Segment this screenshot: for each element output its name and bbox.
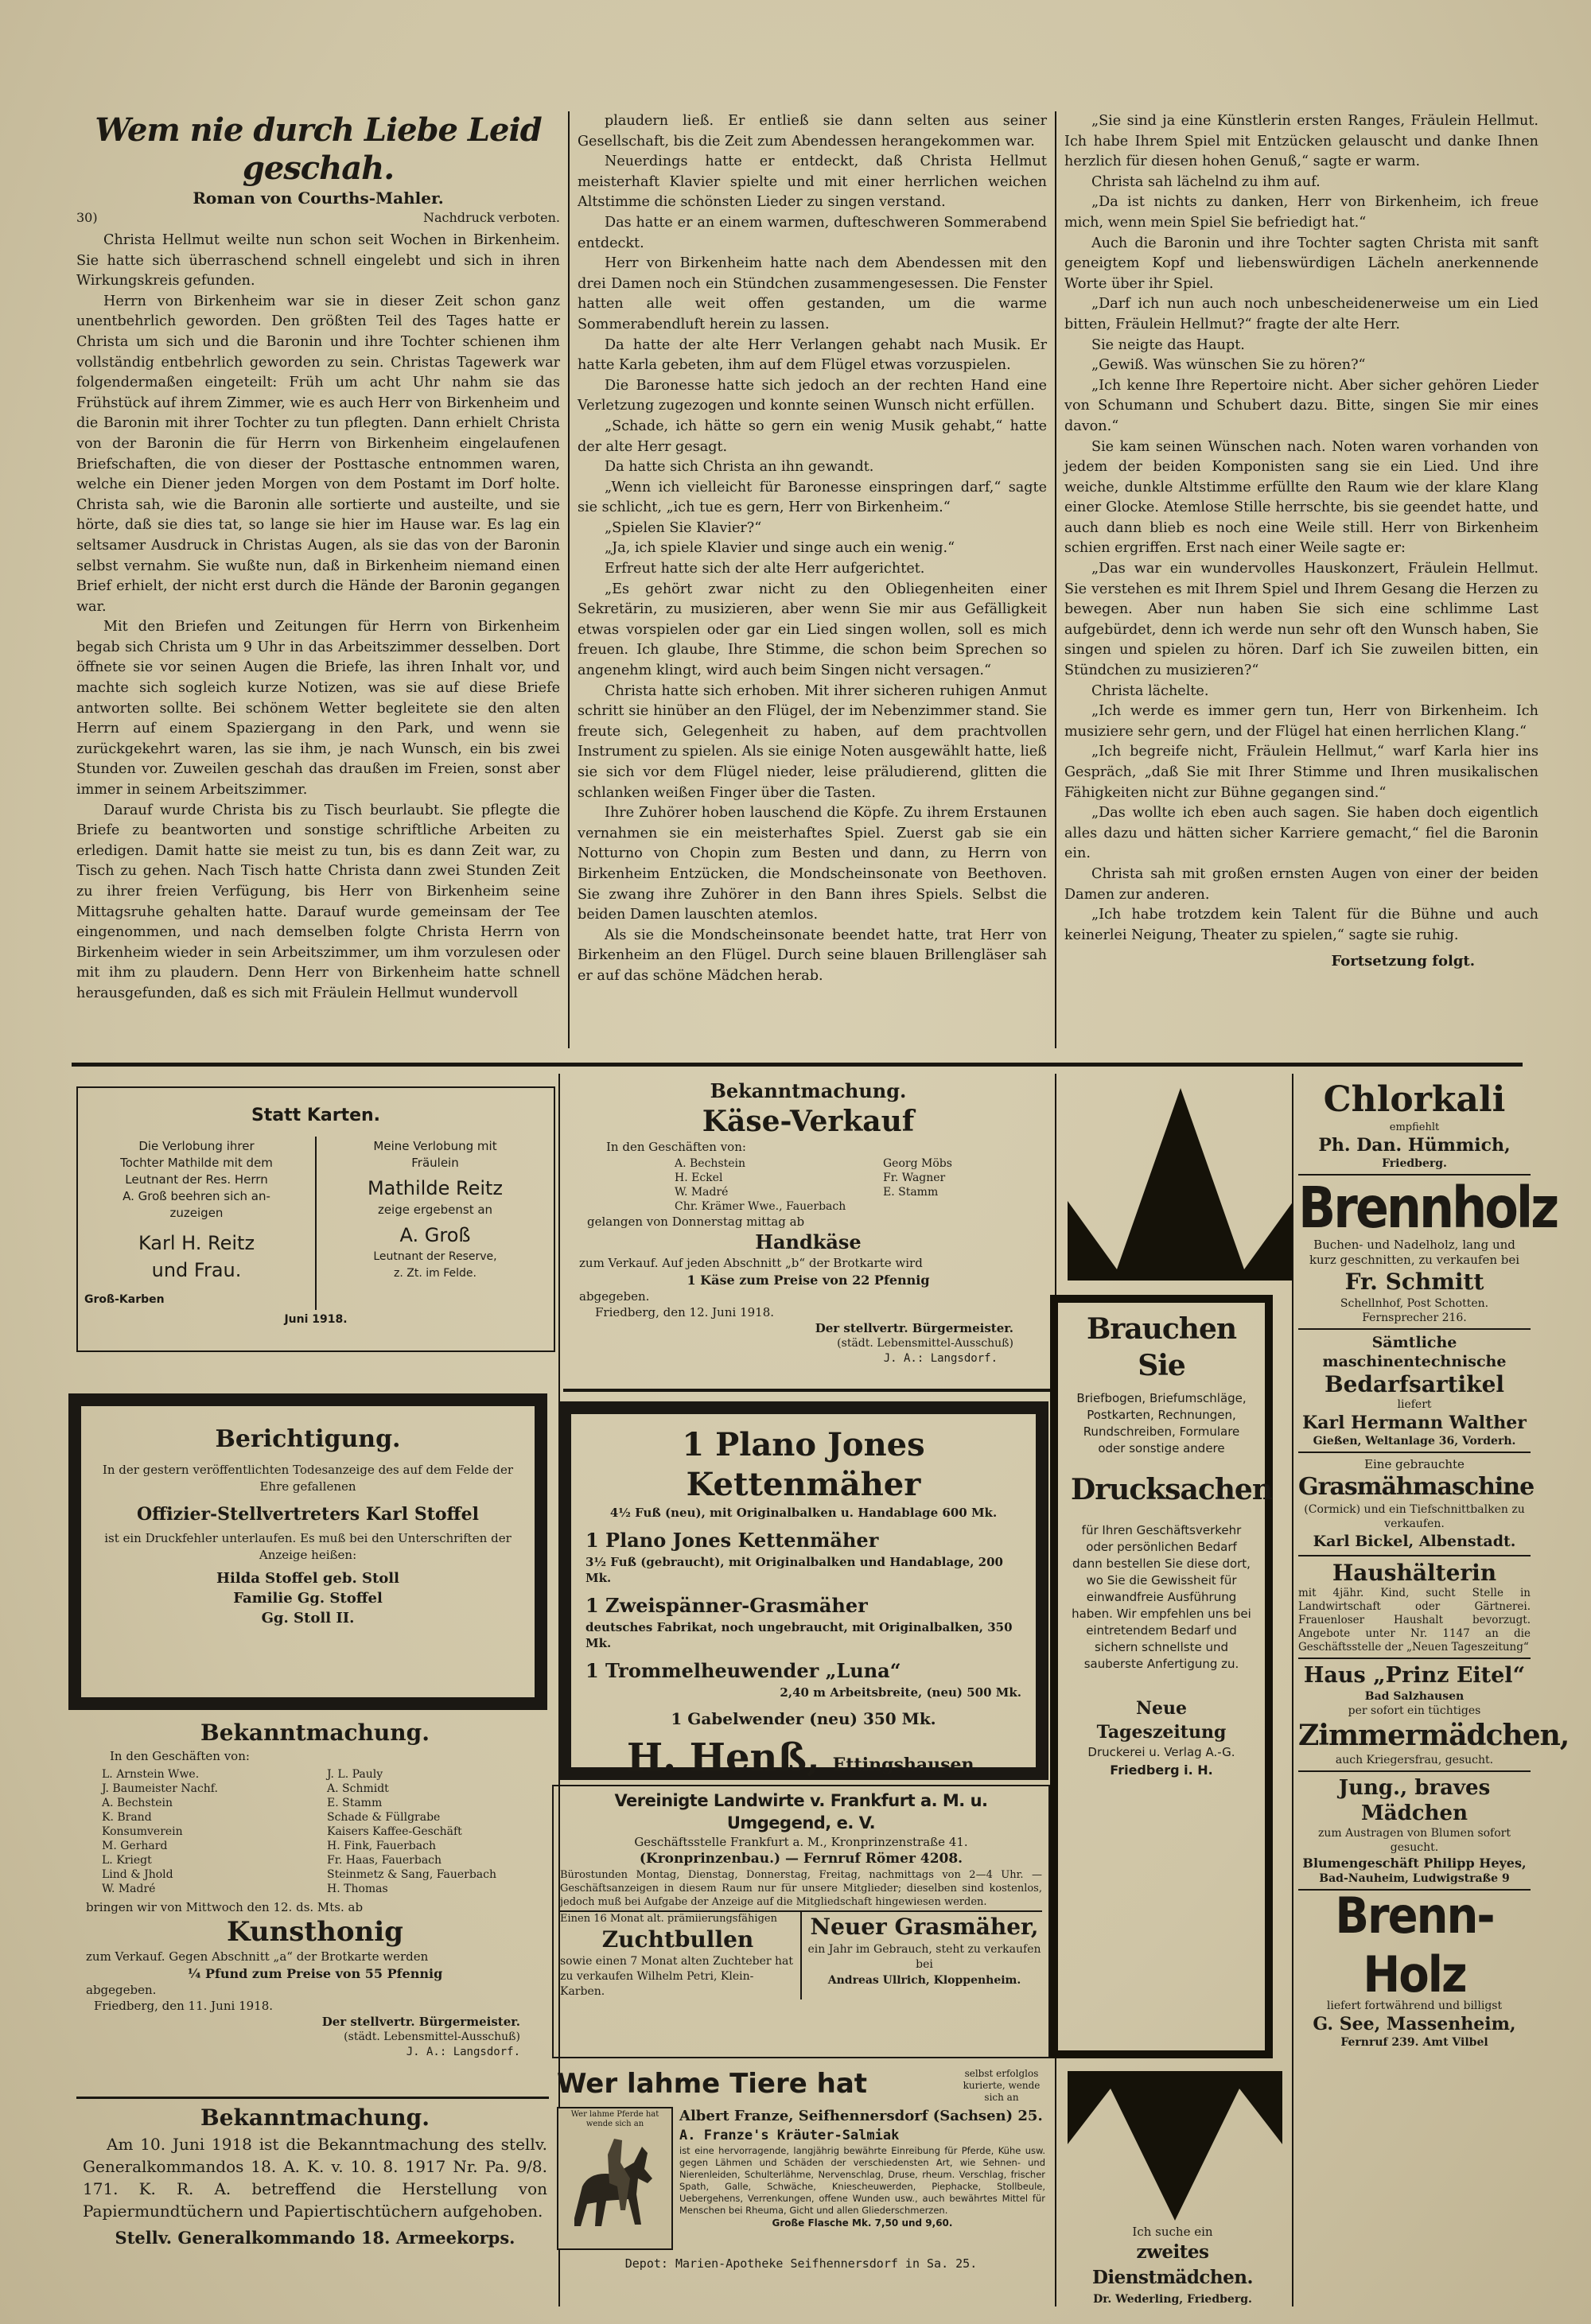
serial-paragraph: „Ich habe trotzdem kein Talent für die Bühne und auch keinerlei Neigung, Theater zu spielen,“ sagte sie ruhig. [1064,907,1538,943]
honey-sig-1: Der stellvertr. Bürgermeister. [321,2015,520,2029]
ad-line: Leutnant der Res. Herrn [125,1172,268,1187]
inverted-crown-ornament [1061,2065,1289,2224]
farmers-ad [552,1785,1050,2058]
serial-paragraph: Darauf wurde Christa bis zu Tisch beurlaubt. Sie pflegte die Briefe zu beantworten und sonstige schriftliche Arbeiten zu erledigen. Damit hatte sie meist zu tun, bis es dann Zeit war, zu Tisch zu gehen. Nach Tisch hatte Christa dann zwei Stunden Zeit zu ihrer freien Verfügung, bis Herr von Birkenheim seine Mittagsruhe gehalten hatte. Darauf wurde gemeinsam der Tee eingenommen, und nach demselben folgte Christa Herrn von Birkenheim wieder in sein Arbeitszimmer, um ihm vorzulesen oder mit ihm zu plaudern. Denn Herr von Birkenheim hatte schnell herausgefunden, daß es sich mit Fräulein Hellmut wundervoll [76,802,560,1001]
maid-title: zweites Dienstmädchen. [1091,2241,1254,2288]
mower-line-4b: 2,40 m Arbeitsbreite, (neu) 500 Mk. [780,1685,1021,1700]
crown-ornament [1061,1082,1300,1288]
serial-paragraph: „Gewiß. Was wünschen Sie zu hören?“ [1091,357,1366,374]
see-name: G. See, Massenheim, [1313,2014,1516,2034]
cheese-rule [563,1389,1050,1392]
grass-title: Grasmähmaschine [1298,1473,1535,1501]
serial-paragraph: „Sie sind ja eine Künstlerin ersten Ranges, Fräulein Hellmut. Ich habe Ihrem Spiel mit Entzücken gelauscht und danke Ihnen herzlich für diesen hohen Genuß,“ sagte er warm. [1064,113,1538,170]
ad-line: A. Groß beehren sich an- [123,1189,270,1203]
salmiak-name: Albert Franze, Seifhennersdorf (Sachsen) 25. [679,2108,1043,2124]
print-top: Brauchen Sie [1086,1312,1237,1382]
continued-note: Fortsetzung folgt. [1331,953,1475,970]
schmitt-phone: Fernsprecher 216. [1362,1312,1467,1324]
farmers-office: Geschäftsstelle Frankfurt a. M., Kronprinzenstraße 41. [634,1835,968,1849]
napkin-text: Am 10. Juni 1918 ist die Bekanntmachung des stellv. Generalkommandos 18. A. K. v. 10. 8. 1917 Nr. Pa. 9/8. 171. K. R. A. betreffend die Herstellung von Papiermundtüchern und Papiertischtüchern aufgehoben. [83,2135,547,2221]
print-list: Briefbogen, Briefumschläge, Postkarten, Rechnungen, Rundschreiben, Formulare oder sonstige andere [1076,1391,1247,1455]
honey-given: abgegeben. [86,1983,157,1997]
brenn2-title: Brenn-Holz [1335,1887,1494,2004]
horse-icon [558,2131,668,2242]
ad-line: Die Verlobung ihrer [138,1139,255,1153]
grass-text: (Cormick) und ein Tiefschnittbalken zu verkaufen. [1304,1503,1525,1530]
ad-line: L. Kriegt [102,1854,152,1867]
girl-text: zum Austragen von Blumen sofort gesucht. [1318,1827,1511,1854]
serial-paragraph: Herrn von Birkenheim war sie in dieser Zeit schon ganz unentbehrlich geworden. Den größten Teil des Tages hatte er Christa um sich und die Baronin und ihre Tochter schienen ihm vollständig entbehrlich geworden zu sein. Christas Tagewerk war folgendermaßen eingeteilt: Früh um acht Uhr nahm sie das Frühstück auf ihrem Zimmer, wie es auch Herr von Birkenheim und die Baronin mit ihrer Tochter zu tun pflegten. Dann erhielt Christa von der Baronin die für Herrn von Birkenheim eingelaufenen Briefschaften, die von dieser der Posttasche entnommen waren, welche ein Diener jeden Morgen von dem Postamt im Dorf holte. Christa sah, wie die Baronin alle sortierte und austeilte, und sie hörte, daß sie dies tat, so lange sie hier im Hause war. Es lag ein seltsamer Ausdruck in Christas Augen, als sie das von der Baronin selbst vernahm. Sie wußte nun, daß in Birkenheim niemand einen Brief erhielt, der nicht erst durch die Hände der Baronin gegangen war. [76,293,560,615]
ad-line: Georg Möbs [883,1157,952,1170]
serial-text-1 [76,231,560,1005]
cheese-sale: zum Verkauf. Auf jeden Abschnitt „b“ der Brotkarte wird [579,1256,923,1270]
bull-text: sowie einen 7 Monat alten Zuchteber hat zu verkaufen Wilhelm Petri, Klein-Karben. [560,1955,793,1998]
honey-shops [86,1767,544,1896]
serial-paragraph: „Ich begreife nicht, Fräulein Hellmut,“ warf Karla hier ins Gespräch, „daß Sie mit Ihrer Stimme und Ihren musikalischen Fähigkeiten nicht zur Bühne gegangen sind.“ [1064,744,1538,801]
engagement-groom: A. Groß [399,1224,471,1246]
ad-line: A. Bechstein [675,1157,746,1170]
serial-paragraph: Da hatte sich Christa an ihn gewandt. [605,459,874,476]
ad-line: W. Madré [675,1186,729,1199]
zimmer-title: Zimmermädchen, [1298,1719,1570,1752]
see-phone: Fernruf 239. Amt Vilbel [1340,2036,1488,2049]
ad-line: H. Eckel [675,1172,723,1184]
serial-bottom-rule [72,1063,1523,1067]
mower-line-1a: 1 Plano Jones Kettenmäher [682,1426,925,1503]
correction-heading: Berichtigung. [215,1425,401,1453]
serial-paragraph: „Da ist nichts zu danken, Herr von Birkenheim, ich freue mich, wenn mein Spiel Sie befriedigt hat.“ [1064,194,1538,231]
honey-date: Friedberg, den 11. Juni 1918. [94,1999,274,2013]
napkin-notice [76,2103,554,2302]
salmiak-price: Große Flasche Mk. 7,50 und 9,60. [772,2217,953,2229]
correction-ad [68,1393,547,1710]
serial-byline: Roman von Courths-Mahler. [193,188,444,208]
print-city: Friedberg i. H. [1110,1762,1213,1778]
ad-line: Schade & Füllgrabe [327,1811,441,1824]
housekeeper-text: mit 4jähr. Kind, sucht Stelle in Landwirtschaft oder Gärtnerei. Frauenloser Haushalt bevorzugt. Angebote unter Nr. 1147 an die Geschäftsstelle der „Neuen Tageszeitung“ [1298,1587,1531,1654]
serial-paragraph: „Spielen Sie Klavier?“ [605,519,762,536]
print-big: Drucksachen [1071,1473,1272,1506]
serial-column-2 [578,111,1047,1050]
ad-line: zuzeigen [169,1206,224,1220]
cheese-date: Friedberg, den 12. Juni 1918. [595,1305,775,1319]
chlorkali-place: Friedberg. [1382,1157,1447,1170]
serial-paragraph: Christa sah lächelnd zu ihm auf. [1091,173,1321,190]
ad-divider-c [1292,1074,1293,2307]
grass-seller: Karl Bickel, Albenstadt. [1313,1533,1516,1550]
bull-title: Zuchtbullen [601,1926,754,1953]
cheese-product: Handkäse [755,1230,862,1253]
serial-paragraph: „Schade, ich hätte so gern ein wenig Musik gehabt,“ hatte der alte Herr gesagt. [578,418,1047,455]
correction-text-2: ist ein Druckfehler unterlaufen. Es muß bei den Unterschriften der Anzeige heißen: [104,1531,512,1562]
correction-sig-3: Gg. Stoll II. [261,1610,355,1626]
serial-paragraph: Neuerdings hatte er entdeckt, daß Christa Hellmut meisterhaft Klavier spielte und mit einer herrlichen weichen Altstimme die schönsten Lieder zu singen verstand. [578,154,1047,211]
farmers-text: Bürostunden Montag, Dienstag, Donnerstag, Freitag, nachmittags von 2—4 Uhr. — Geschäftsanzeigen in diesem Raum nur für unsere Mitglieder; dieselben sind kostenlos, jedoch muß bei Aufgabe der Anzeige auf die Mitgliedschaft hingewiesen werden. [560,1869,1042,1908]
maid-ad [1055,2224,1290,2305]
serial-paragraph: Sie kam seinen Wünschen nach. Noten waren vorhanden von jedem der beiden Komponisten sang sie ein Lied. Und ihre weiche, dunkle Altstimme erfüllte den Raum wie der klare Klang einer Glocke. Atemlose Stille herrschte, bis sie geendet hatte, und auch dann blieb es noch eine Weile still. Herr von Birkenheim schien ergriffen. Erst nach einer Weile sagte er: [1064,438,1538,557]
honey-sig-3: J. A.: Langsdorf. [406,2046,520,2058]
mower-place: Ettingshausen. [832,1755,981,1775]
salmiak-aside: selbst erfolglos kurierte, wende sich an [963,2068,1041,2103]
engagement-place: Groß-Karben [84,1293,165,1306]
cheese-sig-1: Der stellvertr. Bürgermeister. [815,1321,1013,1335]
serial-paragraph: „Ich werde es immer gern tun, Herr von Birkenheim. Ich musiziere sehr gern, und der Flügel hat einen herrlichen Klang.“ [1064,703,1538,740]
zimmer-text: auch Kriegersfrau, gesucht. [1335,1754,1494,1766]
maid-text: Ich suche ein [1132,2225,1213,2239]
grass-mower-ad [802,1912,1042,1999]
serial-paragraph: Auch die Baronin und ihre Tochter sagten Christa mit sanft geneigtem Kopf und liebenswürdigen Lächeln anerkennende Worte über ihr Spiel. [1064,235,1538,292]
schmitt-name: Fr. Schmitt [1344,1269,1484,1295]
girl-title: Jung., braves Mädchen [1338,1776,1491,1825]
bull-ad [560,1912,802,1999]
mower-line-4a: 1 Trommelheuwender „Luna“ [585,1659,901,1682]
ad-line: H. Fink, Fauerbach [327,1840,436,1852]
engagement-parents-2: und Frau. [151,1259,242,1281]
serial-paragraph: „Das war ein wundervolles Hauskonzert, Fräulein Hellmut. Sie verstehen es mit Ihrem Spiel und Ihrem Gesang die Herzen zu bewegen. Aber nun haben Sie sich eine schlimme Last aufgebürdet, denn ich werde nun sehr oft den Wunsch haben, Sie singen und spielen zu hören. Darf ich Sie zuweilen bitten, ein Stündchen zu musizieren?“ [1064,561,1538,679]
serial-column-3 [1064,111,1538,1056]
engagement-right [317,1137,554,1310]
serial-title: Wem nie durch Liebe Leid geschah. [95,111,542,187]
ad-line: Meine Verlobung mit [373,1139,497,1153]
serial-paragraph: „Das wollte ich eben auch sagen. Sie haben doch eigentlich alles dazu und hätten sicher Karriere gemacht,“ fiel die Baronin ein. [1064,805,1538,862]
heyes-name: Blumengeschäft Philipp Heyes, [1302,1856,1527,1871]
ad-line: L. Arnstein Wwe. [102,1768,200,1781]
cheese-shops [571,1156,1045,1214]
ad-line: Fr. Wagner [883,1172,946,1184]
serial-paragraph: „Es gehört zwar nicht zu den Obliegenheiten einer Sekretärin, zu musizieren, aber wenn Sie mir aus Gefälligkeit etwas vorspielen oder gar ein Lied singen wollen, soll es mich freuen. Ich glaube, Ihre Stimme, die schon beim Sprechen so angenehm klingt, wird auch beim Singen nicht versagen.“ [578,581,1047,679]
ad-line: E. Stamm [883,1186,939,1199]
mower-seller: H. Henß, [626,1735,820,1780]
salmiak-ad [552,2065,1050,2303]
ad-line: Steinmetz & Sang, Fauerbach [327,1868,497,1881]
salmiak-text: ist eine hervorragende, langjährig bewährte Einreibung für Pferde, Kühe usw. gegen Lähmen und Schäden der verschiedensten Art, wie Sehnen- und Nierenleiden, Schulterlähme, Nervenschlag, Druse, rheum. Verschlag, frischer Spath, Galle, Schwäche, Kniescheuwerden, Piephacke, Stollbeule, Uebergehens, Verrenkungen, offene Wunden usw., auch bewährtes Mittel für Menschen bei Rheuma, Gicht und allen Gliederschmerzen. [679,2145,1045,2216]
serial-paragraph: Christa lächelte. [1091,682,1209,699]
serial-paragraph: Christa sah mit großen ernsten Augen von einer der beiden Damen zur anderen. [1064,865,1538,903]
print-press: Druckerei u. Verlag A.-G. [1087,1745,1235,1759]
ad-line: H. Thomas [327,1883,388,1895]
bull-intro: Einen 16 Monat alt. prämiierungsfähigen [560,1913,777,1925]
cheese-notice [563,1078,1053,1384]
mower-line-2b: 3½ Fuß (gebraucht), mit Originalbalken und Handablage, 200 Mk. [585,1555,1003,1585]
engagement-heading: Statt Karten. [251,1106,381,1125]
grass-mower-text: ein Jahr im Gebrauch, steht zu verkaufen bei [807,1943,1041,1971]
napkin-sig: Stellv. Generalkommando 18. Armeekorps. [115,2228,515,2248]
mower-line-5: 1 Gabelwender (neu) 350 Mk. [671,1709,936,1728]
print-paper: Neue Tageszeitung [1096,1698,1227,1743]
mower-line-3a: 1 Zweispänner-Grasmäher [585,1594,868,1617]
engagement-left [78,1137,317,1310]
serial-paragraph: „Wenn ich vielleicht für Baronesse einspringen darf,“ sagte sie schlicht, „ich tue es gern, Herr von Birkenheim.“ [578,479,1047,516]
engagement-ad [76,1086,555,1352]
ad-line: M. Gerhard [102,1840,168,1852]
ad-line: Chr. Krämer Wwe., Fauerbach [675,1200,846,1213]
farmers-title: Vereinigte Landwirte v. Frankfurt a. M. u. Umgegend, e. V. [614,1791,988,1832]
mower-line-1b: 4½ Fuß (neu), mit Originalbalken u. Handablage 600 Mk. [609,1506,998,1520]
ad-line: A. Schmidt [327,1782,389,1795]
print-text: für Ihren Geschäftsverkehr oder persönlichen Bedarf dann bestellen Sie diese dort, wo Sie die Gewissheit für einwandfreie Ausführung haben. Wir empfehlen uns bei eintretendem Bedarf und sichern schnellste und sauberste Anfertigung zu. [1072,1523,1251,1671]
cheese-amount: 1 Käse zum Preise von 22 Pfennig [687,1273,930,1288]
column-divider-1 [568,111,570,1048]
serial-paragraph: Da hatte der alte Herr Verlangen gehabt nach Musik. Er hatte Karla gebeten, ihm auf dem Flügel etwas vorzuspielen. [578,336,1047,374]
ad-line: J. Baumeister Nachf. [102,1782,218,1795]
grass-used: Eine gebrauchte [1364,1457,1465,1471]
mower-ad [558,1401,1048,1780]
ad-line: Fräulein [411,1156,459,1170]
engagement-rank: Leutnant der Reserve, [373,1250,497,1263]
serial-paragraph: Die Baronesse hatte sich jedoch an der rechten Hand eine Verletzung zugezogen und konnte seinen Wunsch nicht erfüllen. [578,377,1047,414]
eitel-text: per sofort ein tüchtiges [1348,1704,1481,1717]
right-ads [1295,1078,1570,2308]
honey-sig-2: (städt. Lebensmittel-Ausschuß) [344,2031,520,2043]
ad-line: J. L. Pauly [327,1768,383,1781]
ad-line: Tochter Mathilde mit dem [120,1156,273,1170]
serial-text-3 [1064,111,1538,946]
serial-paragraph: „Ich kenne Ihre Repertoire nicht. Aber sicher gehören Lieder von Schumann und Schubert dazu. Bitte, singen Sie mir eines davon.“ [1064,377,1538,434]
heyes-address: Bad-Nauheim, Ludwigstraße 9 [1319,1872,1510,1885]
serial-text-2 [578,111,1047,987]
bedarf-title: Bedarfsartikel [1324,1371,1505,1397]
brenn2-text: liefert fortwährend und billigst [1326,1999,1503,2012]
ad-line: Lind & Jhold [102,1868,173,1881]
machines-line: Sämtliche maschinentechnische [1322,1334,1507,1370]
salmiak-product: A. Franze's Kräuter-Salmiak [679,2128,900,2143]
salmiak-title: Wer lahme Tiere hat [557,2068,868,2100]
cheese-given: abgegeben. [579,1289,650,1304]
walther-address: Gießen, Weltanlage 36, Vorderh. [1313,1435,1516,1448]
ad-line: A. Bechstein [102,1797,173,1809]
engagement-bride: Mathilde Reitz [367,1177,504,1199]
engagement-parents: Karl H. Reitz [138,1232,255,1254]
serial-paragraph: Christa hatte sich erhoben. Mit ihrer sicheren ruhigen Anmut schritt sie hinüber an den Flügel, der im Nebenzimmer stand. Sie freute sich, Gelegenheit zu haben, auf dem prachtvollen Instrument zu spielen. Als sie einige Noten ausgewählt hatte, ließ sie sich vor dem Flügel nieder, leise präludierend, glitten die schlanken weißen Finger über die Tasten. [578,682,1047,801]
engagement-announces: zeige ergebenst an [377,1203,493,1217]
brennholz-title: Brennholz [1298,1174,1558,1242]
brennholz-text: Buchen- und Nadelholz, lang und kurz geschnitten, zu verkaufen bei [1309,1238,1520,1267]
ad-line: Kaisers Kaffee-Geschäft [327,1825,462,1838]
chlorkali-title: Chlorkali [1323,1079,1506,1120]
mower-line-2a: 1 Plano Jones Kettenmäher [585,1529,879,1552]
honey-intro: In den Geschäften von: [110,1749,250,1763]
correction-text-1: In der gestern veröffentlichten Todesanzeige des auf dem Felde der Ehre gefallenen [102,1463,514,1494]
serial-paragraph: Christa Hellmut weilte nun schon seit Wochen in Birkenheim. Sie hatte sich überraschend schnell eingelebt und sich in ihren Wirkungskreis gefunden. [76,232,560,290]
cheese-line: gelangen von Donnerstag mittag ab [587,1214,805,1229]
serial-number: 30) [76,210,98,225]
grass-mower-title: Neuer Grasmäher, [810,1914,1039,1940]
column-divider-2 [1055,111,1056,1048]
schmitt-address: Schellnhof, Post Schotten. [1340,1297,1489,1310]
reprint-notice: Nachdruck verboten. [422,210,560,225]
correction-sig-1: Hilda Stoffel geb. Stoll [216,1570,399,1587]
cheese-sig-3: J. A.: Langsdorf. [883,1352,998,1365]
horse-caption: Wer lahme Pferde hat wende sich an [570,2110,659,2128]
honey-rule [76,2097,549,2099]
print-ad [1050,1295,1273,2058]
serial-column-1 [76,111,560,1043]
farmers-phone: (Kronprinzenbau.) — Fernruf Römer 4208. [639,1851,963,1867]
ad-line: K. Brand [102,1811,152,1824]
ad-line: Fr. Haas, Fauerbach [327,1854,442,1867]
correction-name: Offizier-Stellvertreters Karl Stoffel [137,1504,479,1525]
honey-sale: zum Verkauf. Gegen Abschnitt „a“ der Brotkarte werden [86,1949,429,1964]
serial-paragraph: Erfreut hatte sich der alte Herr aufgerichtet. [605,561,925,577]
grass-mower-sig: Andreas Ullrich, Kloppenheim. [827,1974,1021,1987]
serial-paragraph: Sie neigte das Haupt. [1091,336,1245,353]
salmiak-depot: Depot: Marien-Apotheke Seifhennersdorf in Sa. 25. [624,2256,978,2271]
serial-paragraph: Mit den Briefen und Zeitungen für Herrn von Birkenheim begab sich Christa um 9 Uhr in das Arbeitszimmer desselben. Dort öffnete sie vor seinen Augen die Briefe, las ihren Inhalt vor, und machte sich sogleich kurze Notizen, was sie auf diese Briefe antworten sollte. Bei schönem Wetter begleitete sie den alten Herrn auf einem Spaziergang in den Park, und wenn sie zurückgekehrt waren, las sie ihm, je nach Wunsch, ein bis zwei Stunden vor. Zuweilen geschah das draußen im Freien, sonst aber immer in seinem Arbeitszimmer. [76,619,560,799]
correction-sig-2: Familie Gg. Stoffel [233,1590,383,1607]
serial-paragraph: „Darf ich nun auch noch unbescheidenerweise um ein Lied bitten, Fräulein Hellmut?“ fragte der alte Herr. [1064,296,1538,332]
honey-amount: ¼ Pfund zum Preise von 55 Pfennig [187,1966,443,1981]
walther-name: Karl Hermann Walther [1302,1413,1527,1433]
horse-illustration [557,2107,673,2250]
serial-paragraph: „Ja, ich spiele Klavier und singe auch ein wenig.“ [605,540,955,557]
honey-heading: Bekanntmachung. [200,1720,430,1746]
housekeeper-title: Haushälterin [1332,1560,1497,1586]
serial-paragraph: Ihre Zuhörer hoben lauschend die Köpfe. Zu ihrem Erstaunen vernahmen sie ein meisterhaftes Spiel. Zuerst gab sie ein Notturno von Chopin zum Besten und dann, zu Herrn von Birkenheim Entzücken, die Mondscheinsonate von Beethoven. Sie zwang ihre Zuhörer in den Bann ihres Spiels. Selbst die beiden Damen lauschten atemlos. [578,805,1047,923]
cheese-intro: In den Geschäften von: [606,1140,746,1154]
maid-sig: Dr. Wederling, Friedberg. [1093,2293,1252,2306]
serial-paragraph: Als sie die Mondscheinsonate beendet hatte, trat Herr von Birkenheim an den Flügel. Durch seine blauen Brillengläser sah er auf das schöne Mädchen herab. [578,927,1047,984]
honey-line: bringen wir von Mittwoch den 12. ds. Mts. ab [86,1900,364,1914]
serial-paragraph: Das hatte er an einem warmen, dufteschweren Sommerabend entdeckt. [578,214,1047,251]
engagement-rank-2: z. Zt. im Felde. [394,1267,477,1280]
napkin-heading: Bekanntmachung. [200,2104,430,2131]
ad-line: Konsumverein [102,1825,183,1838]
cheese-title: Käse-Verkauf [702,1105,915,1138]
serial-paragraph: Herr von Birkenheim hatte nach dem Abendessen mit den drei Damen noch ein Stündchen zusammengesessen. Die Fenster hatten alle weit offen gestanden, um die warme Sommerabendluft herein zu lassen. [578,255,1047,332]
engagement-date: Juni 1918. [284,1313,348,1326]
honey-notice [76,1718,554,2092]
cheese-heading: Bekanntmachung. [710,1079,907,1102]
serial-paragraph: plaudern ließ. Er entließ sie dann selten aus seiner Gesellschaft, bis die Zeit zum Abendessen herangekommen war. [578,113,1047,150]
ad-line: W. Madré [102,1883,156,1895]
eitel-place: Bad Salzhausen [1364,1690,1465,1703]
ad-line: E. Stamm [327,1797,383,1809]
mower-line-3b: deutsches Fabrikat, noch ungebraucht, mit Originalbalken, 350 Mk. [585,1620,1013,1650]
chlorkali-recommends: empfiehlt [1389,1121,1440,1133]
eitel-title: Haus „Prinz Eitel“ [1303,1663,1526,1688]
chlorkali-seller: Ph. Dan. Hümmich, [1318,1135,1511,1156]
cheese-sig-2: (städt. Lebensmittel-Ausschuß) [837,1337,1013,1350]
honey-product: Kunsthonig [227,1916,403,1948]
bedarf-supplies: liefert [1397,1398,1432,1411]
